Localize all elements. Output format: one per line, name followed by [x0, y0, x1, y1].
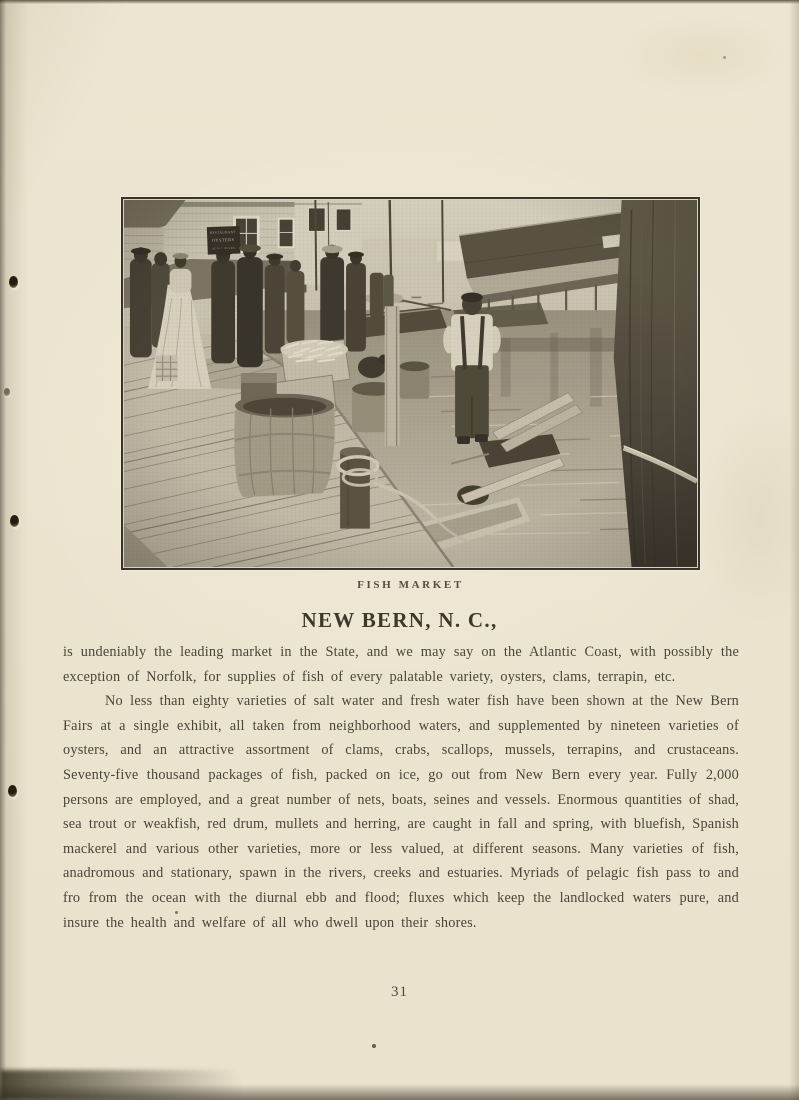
photo-caption: FISH MARKET [357, 579, 464, 591]
binding-hole [9, 276, 18, 288]
page-title: NEW BERN, N. C., [301, 608, 498, 632]
page-edge-right [789, 0, 799, 1100]
page-edge-left [0, 0, 28, 1100]
binding-hole [4, 388, 10, 396]
photo-fish-market [121, 197, 700, 570]
page-number: 31 [391, 984, 408, 1000]
paper-speck [372, 1044, 376, 1048]
paragraph: is undeniably the leading market in the State, and we may say on the Atlantic Coast, with possibly the exception of Norfolk, for supplies of fish of every palatable variety, oysters, clams, terrapin, etc. [63, 644, 739, 685]
paragraph: No less than eighty varieties of salt water and fresh water fish have been shown at the New Bern Fairs at a single exhibit, all taken from neighborhood waters, and supplemented by nineteen varieties of oysters, and an attractive assortment of clams, crabs, scallops, mussels, terrapins, and crustaceans. Seventy-five thousand packages of fish, packed on ice, go out from New Bern every year. Fully 2,000 persons are employed, and a great number of nets, boats, seines and vessels. Enormous quantities of shad, sea trout or weakfish, red drum, mullets and herring, are caught in fall and spring, with bluefish, Spanish mackerel and various other varieties, more or less valued, at different seasons. Many varieties of fish, anadromous and stationary, spawn in the rivers, creeks and estuaries. Myriads of pelagic fish pass to and fro from the ocean with the diurnal ebb and flood; fluxes which keep the landlocked waters pure, and insure the health and welfare of all who dwell upon their shores. [63, 693, 739, 931]
page-corner-shadow [0, 1070, 320, 1100]
body-text [63, 640, 739, 935]
binding-hole [8, 785, 17, 797]
fish-market-photo-illustration [124, 200, 697, 567]
vignette [124, 200, 697, 567]
paper-speck [723, 56, 726, 59]
binding-hole [10, 515, 19, 527]
page-edge-top [0, 0, 799, 4]
